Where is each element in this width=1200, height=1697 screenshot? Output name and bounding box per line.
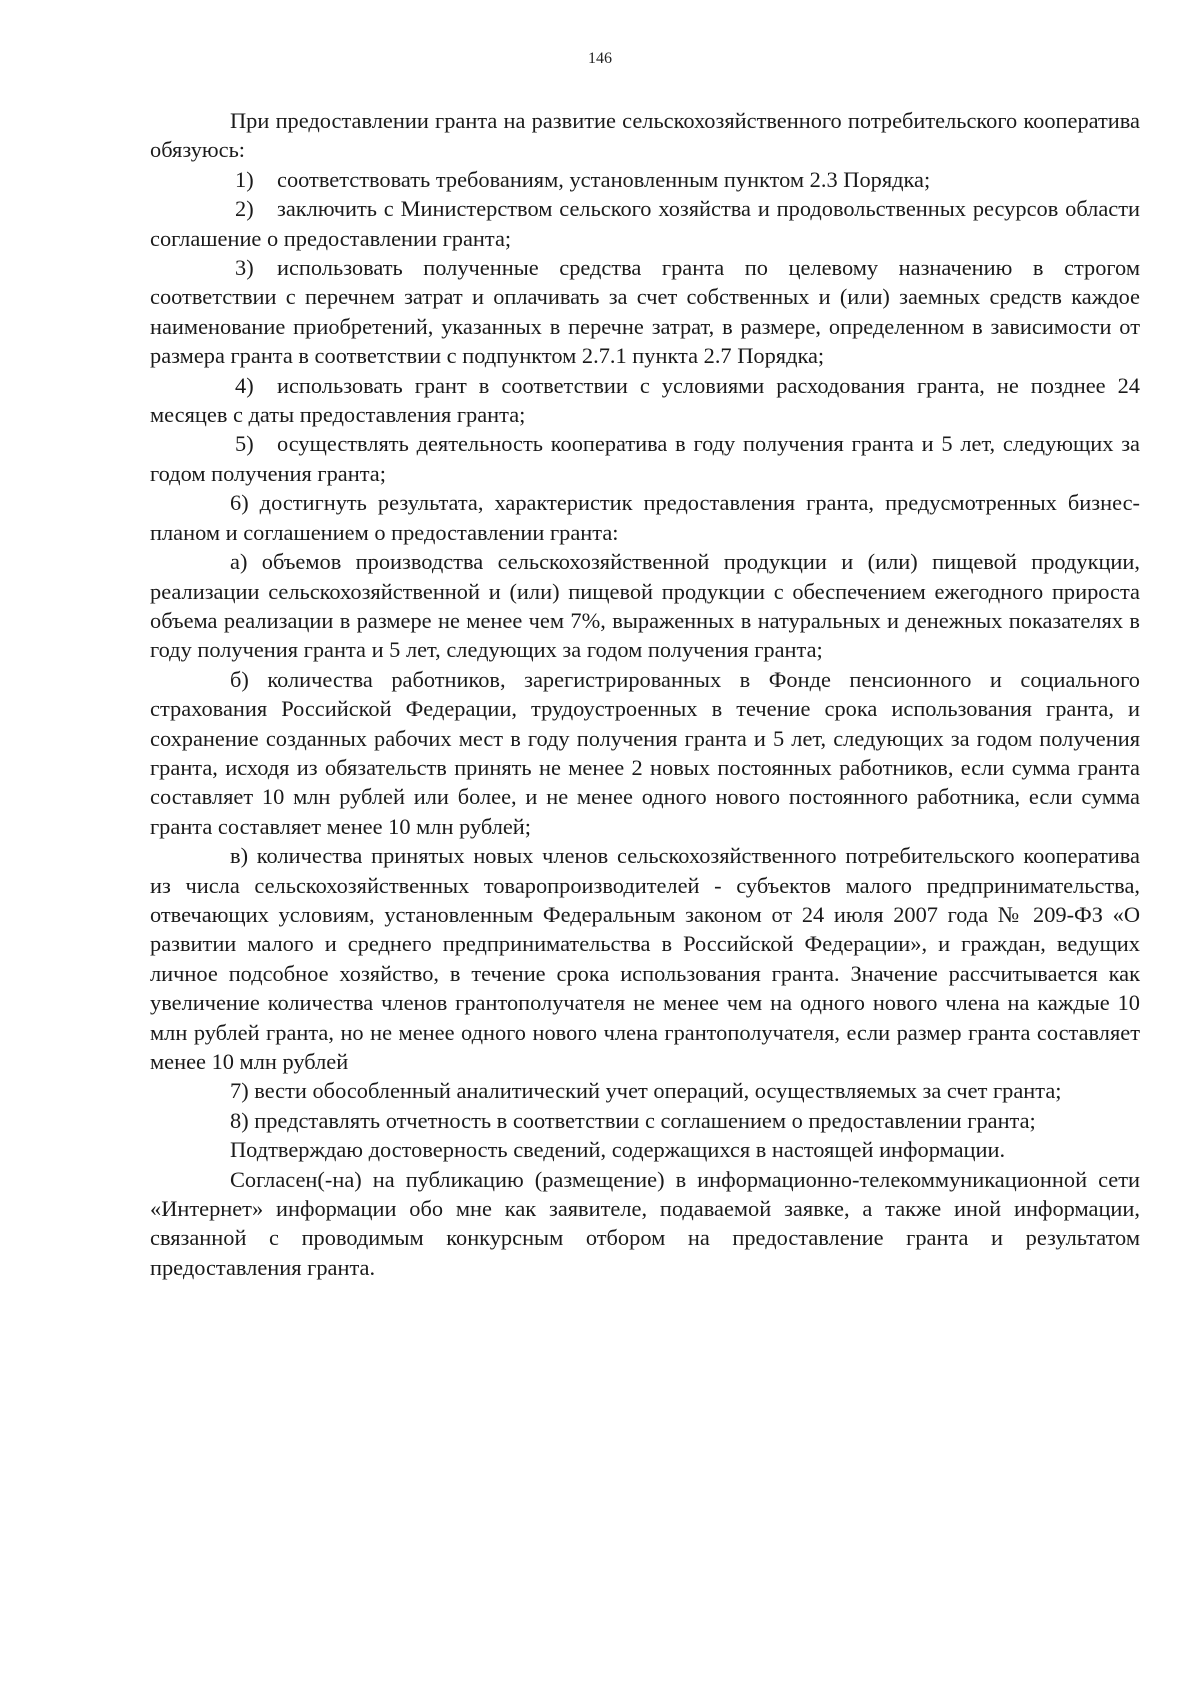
item-number: 3): [235, 255, 254, 281]
item-number: 5): [235, 431, 254, 457]
intro-paragraph: При предоставлении гранта на развитие сельскохозяйственного потребительского кооператива обязуюсь:: [150, 108, 1140, 163]
obligation-item-1: [150, 165, 1140, 194]
subitem-6a: а) объемов производства сельскохозяйственной продукции и (или) пищевой продукции, реализации сельскохозяйственной и (или) пищевой продукции с обеспечением ежегодного прироста объема реализации в размере не менее чем 7%, выраженных в натуральных и денежных показателях в году получения гранта и 5 лет, следующих за годом получения гранта;: [150, 549, 1140, 663]
page-number: 146: [588, 50, 612, 67]
item-text: использовать грант в соответствии с условиями расходования гранта, не позднее 24 месяцев с даты предоставления гранта;: [150, 372, 1140, 428]
obligation-item-5: [150, 429, 1140, 488]
item-number: 1): [235, 166, 254, 192]
item-number: 2): [235, 196, 254, 222]
obligation-item-3: [150, 253, 1140, 371]
item-text: использовать полученные средства гранта по целевому назначению в строгом соответствии с перечнем затрат и оплачивать за счет собственных и (или) заемных средств каждое наименование приобретений, указанных в перечне затрат, в размере, определенном в зависимости от размера гранта в соответствии с подпунктом 2.7.1 пункта 2.7 Порядка;: [150, 255, 1140, 369]
obligation-item-6: 6) достигнуть результата, характеристик предоставления гранта, предусмотренных бизнес-планом и соглашением о предоставлении гранта:: [150, 490, 1140, 545]
obligation-item-8: 8) представлять отчетность в соответствии с соглашением о предоставлении гранта;: [230, 1107, 1036, 1133]
document-body: [150, 106, 1140, 1282]
item-number: 4): [235, 372, 254, 398]
obligation-item-2: [150, 194, 1140, 253]
obligation-item-4: [150, 371, 1140, 430]
subitem-6c: в) количества принятых новых членов сельскохозяйственного потребительского кооператива из числа сельскохозяйственных товаропроизводителей - субъектов малого предпринимательства, отвечающих условиям, установленным Федеральным законом от 24 июля 2007 года № 209-ФЗ «О развитии малого и среднего предпринимательства в Российской Федерации», и граждан, ведущих личное подсобное хозяйство, в течение срока использования гранта. Значение рассчитывается как увеличение количества членов грантополучателя не менее чем на одного нового члена на каждые 10 млн рублей гранта, но не менее одного нового члена грантополучателя, если размер гранта составляет менее 10 млн рублей: [150, 843, 1140, 1074]
consent-paragraph: Согласен(-на) на публикацию (размещение) в информационно-телекоммуникационной сети «Интернет» информации обо мне как заявителе, подаваемой заявке, а также иной информации, связанной с проводимым конкурсным отбором на предоставление гранта и результатом предоставления гранта.: [150, 1166, 1140, 1280]
item-text: осуществлять деятельность кооператива в году получения гранта и 5 лет, следующих за годом получения гранта;: [150, 431, 1140, 486]
obligation-item-7: 7) вести обособленный аналитический учет операций, осуществляемых за счет гранта;: [230, 1078, 1062, 1104]
confirmation-paragraph: Подтверждаю достоверность сведений, содержащихся в настоящей информации.: [230, 1137, 1006, 1163]
subitem-6b: б) количества работников, зарегистрированных в Фонде пенсионного и социального страхования Российской Федерации, трудоустроенных в течение срока использования гранта, и сохранение созданных рабочих мест в году получения гранта и 5 лет, следующих за годом получения гранта, исходя из обязательств принять не менее 2 новых постоянных работников, если сумма гранта составляет 10 млн рублей или более, и не менее одного нового постоянного работника, если сумма гранта составляет менее 10 млн рублей;: [150, 666, 1140, 839]
item-text: соответствовать требованиям, установленным пунктом 2.3 Порядка;: [277, 166, 931, 192]
item-text: заключить с Министерством сельского хозяйства и продовольственных ресурсов области соглашение о предоставлении гранта;: [150, 196, 1140, 251]
